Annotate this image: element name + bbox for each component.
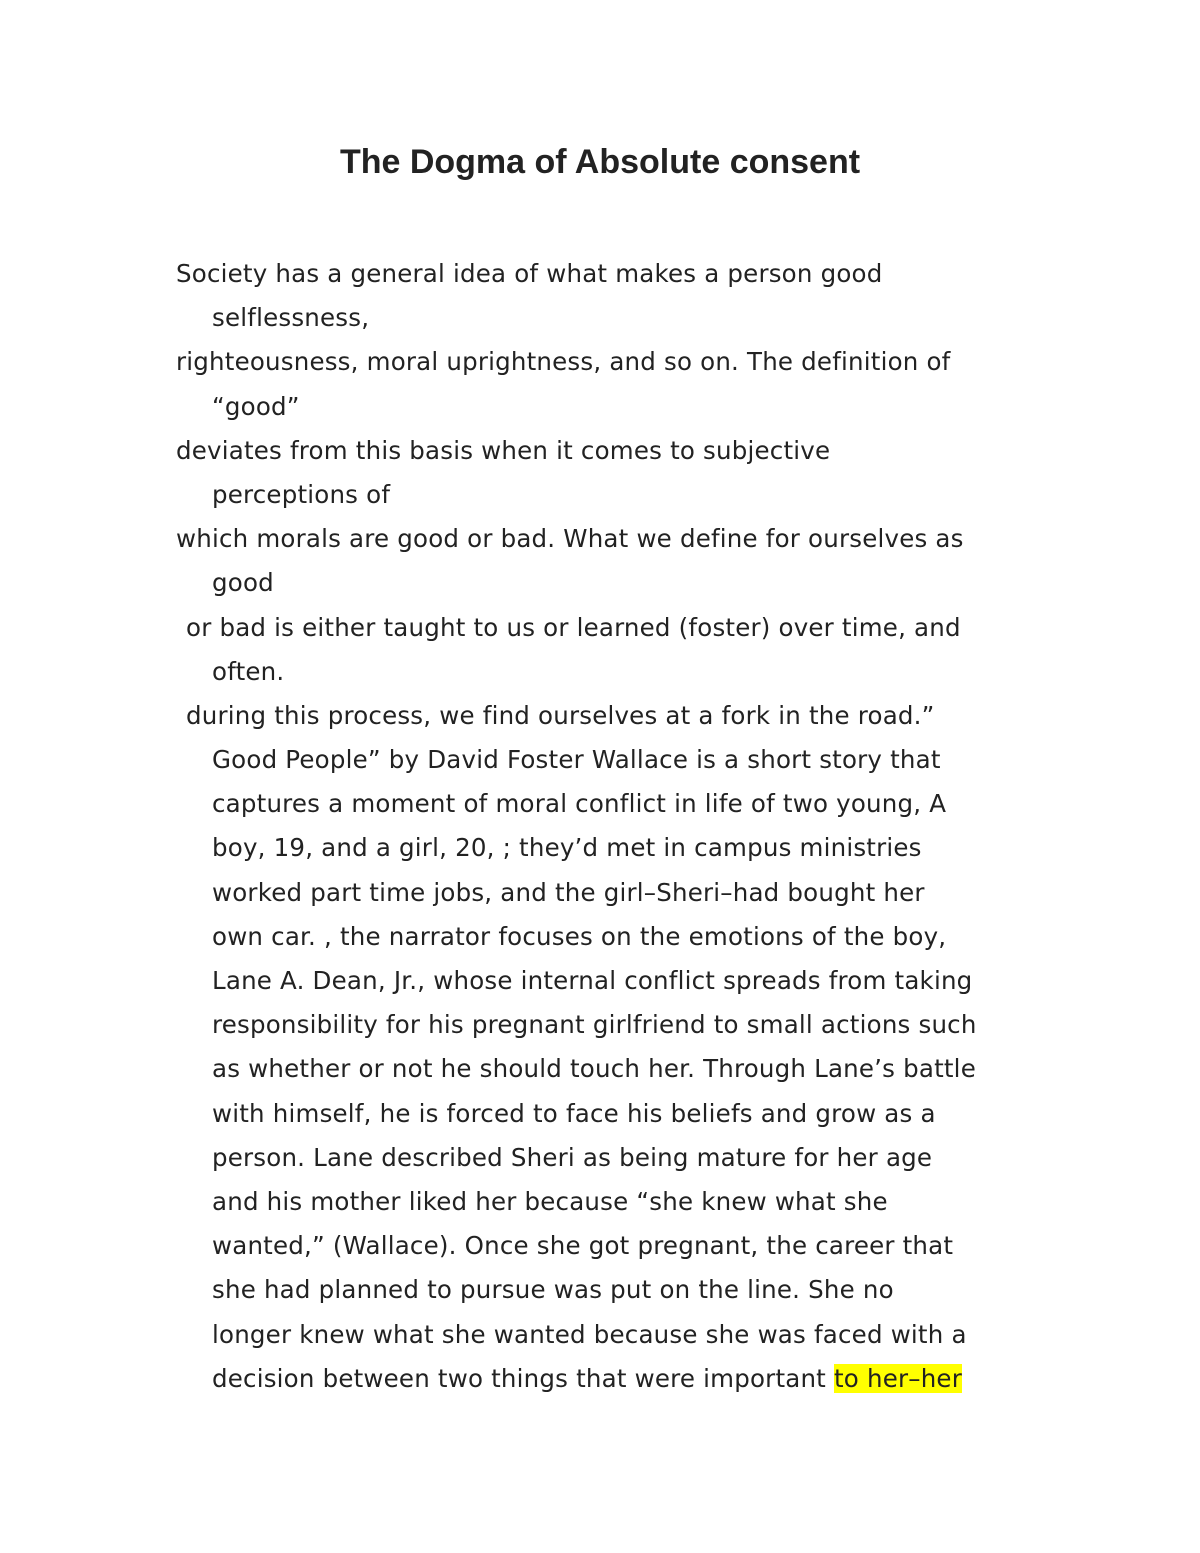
text-line: person. Lane described Sheri as being mature for her age [212,1142,933,1172]
text-line: good [212,568,274,598]
text-line: she had planned to pursue was put on the line. She no [212,1275,894,1305]
text-line: Lane A. Dean, Jr., whose internal conflict spreads from taking [212,966,973,995]
text-line-last [176,1357,1076,1401]
highlighted-text: to her–her [833,1363,962,1393]
text-line: perceptions of [212,479,391,509]
text-line: longer knew what she wanted because she was faced with a [212,1319,967,1349]
text-line: and his mother liked her because “she knew what she [212,1186,888,1216]
text-line: often. [212,656,285,686]
text-line: captures a moment of moral conflict in life of two young, A [212,789,947,819]
text-line: worked part time jobs, and the girl–Sheri–had bought her [212,877,925,907]
text-line: boy, 19, and a girl, 20, ; they’d met in campus ministries [212,833,922,863]
text-line: as whether or not he should touch her. Through Lane’s battle [212,1054,976,1084]
text-line: Society has a general idea of what makes a person good [176,259,883,288]
text-line: own car. , the narrator focuses on the emotions of the boy, [212,921,947,951]
text-line: deviates from this basis when it comes to subjective [176,435,831,465]
text-line: “good” [212,391,300,421]
text-line: wanted,” (Wallace). Once she got pregnant, the career that [212,1231,954,1261]
text-line: responsibility for his pregnant girlfriend to small actions such [212,1010,977,1040]
text-segment: decision between two things that were important [212,1363,834,1393]
text-line: Good People” by David Foster Wallace is a short story that [212,745,941,775]
document-body [176,252,1076,1401]
text-line: righteousness, moral uprightness, and so on. The definition of [176,347,951,377]
text-line: during this process, we find ourselves at a fork in the road.” [186,700,935,730]
text-line: selflessness, [212,303,370,333]
document-title: The Dogma of Absolute consent [339,143,861,181]
text-line: which morals are good or bad. What we define for ourselves as [176,524,964,554]
text-line: or bad is either taught to us or learned (foster) over time, and [186,612,961,642]
text-line: with himself, he is forced to face his beliefs and grow as a [212,1098,936,1128]
